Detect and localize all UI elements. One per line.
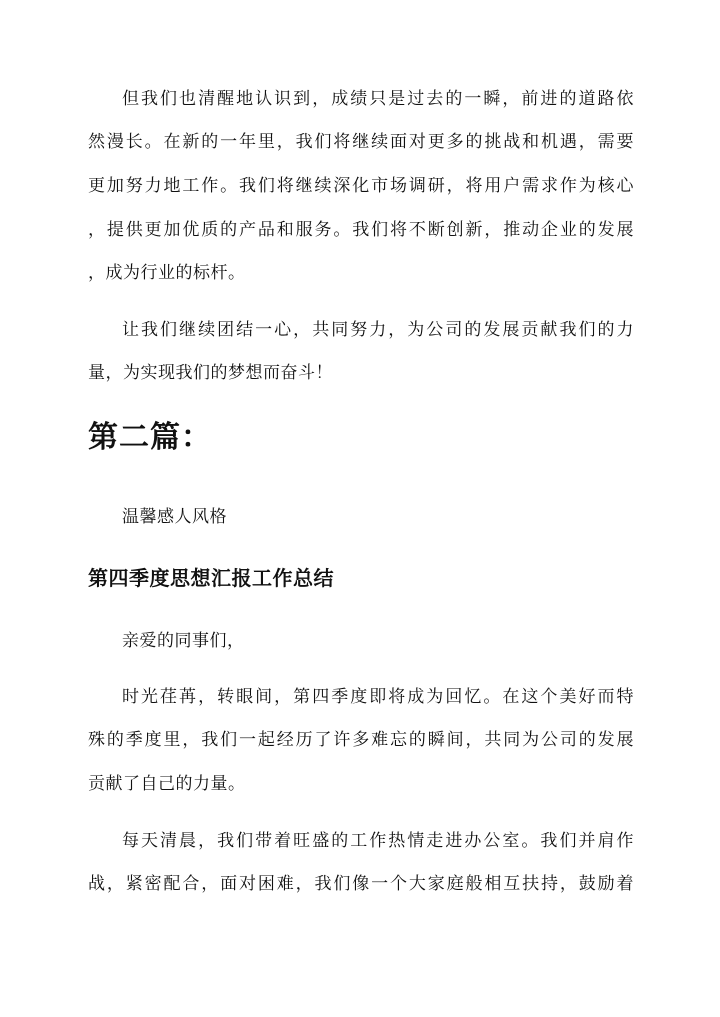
greeting: 亲爱的同事们， [122,631,245,651]
paragraph-1-line-5: ，成为行业的标杆。 [88,263,246,283]
section-heading: 第二篇： [88,420,212,455]
document-title: 第四季度思想汇报工作总结 [88,566,334,590]
paragraph-2-line-2: 量，为实现我们的梦想而奋斗！ [88,363,333,383]
paragraph-4-line-1: 每天清晨，我们带着旺盛的工作热情走进办公室。我们并肩作 [122,831,634,851]
paragraph-1-line-4: ，提供更加优质的产品和服务。我们将不断创新，推动企业的发展 [88,220,634,240]
style-label: 温馨感人风格 [122,507,227,527]
paragraph-1-line-1: 但我们也清醒地认识到，成绩只是过去的一瞬，前进的道路依 [122,89,634,109]
paragraph-1-line-2: 然漫长。在新的一年里，我们将继续面对更多的挑战和机遇，需要 [88,132,634,152]
paragraph-3-line-2: 殊的季度里，我们一起经历了许多难忘的瞬间，共同为公司的发展 [88,730,634,750]
paragraph-4-line-2: 战，紧密配合，面对困难，我们像一个大家庭般相互扶持，鼓励着 [88,874,634,894]
paragraph-3-line-1: 时光荏苒，转眼间，第四季度即将成为回忆。在这个美好而特 [122,687,634,707]
paragraph-1-line-3: 更加努力地工作。我们将继续深化市场调研，将用户需求作为核心 [88,176,634,196]
paragraph-3-line-3: 贡献了自己的力量。 [88,774,246,794]
paragraph-2-line-1: 让我们继续团结一心，共同努力，为公司的发展贡献我们的力 [122,320,634,340]
